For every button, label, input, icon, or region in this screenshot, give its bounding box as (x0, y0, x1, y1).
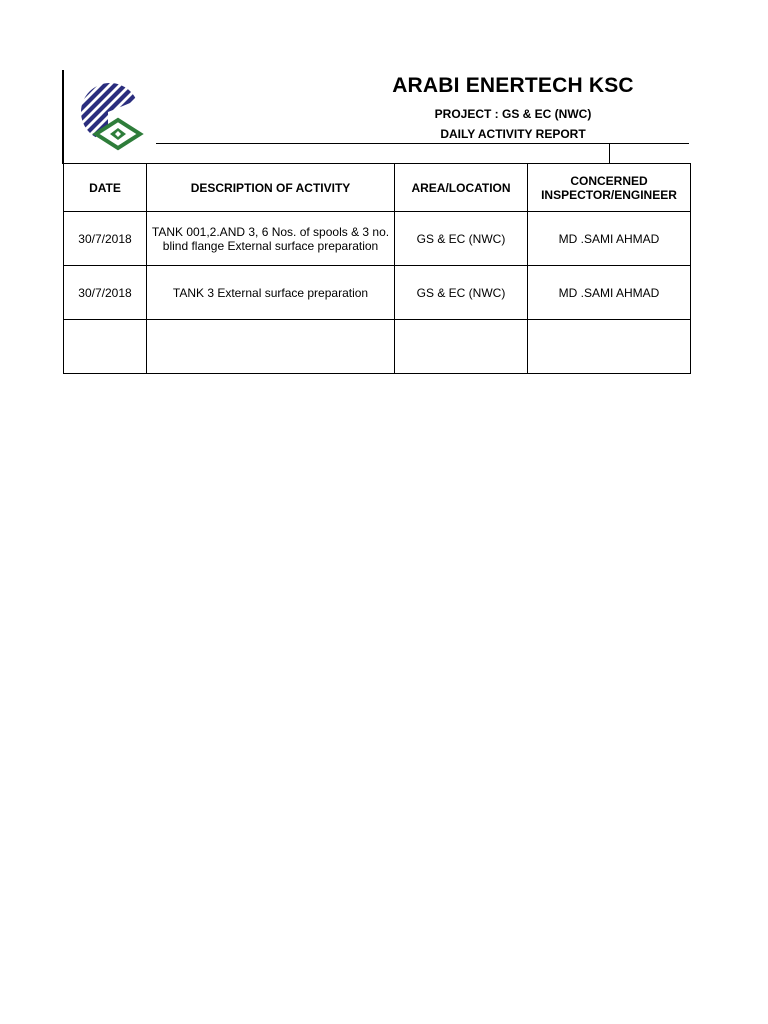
cell-description (147, 320, 395, 374)
cell-date (64, 320, 147, 374)
project-label: PROJECT : GS & EC (NWC) (434, 107, 592, 121)
cell-date: 30/7/2018 (64, 212, 147, 266)
column-header-description: DESCRIPTION OF ACTIVITY (147, 164, 395, 212)
cell-area (395, 320, 528, 374)
cell-inspector (528, 320, 691, 374)
column-header-date: DATE (64, 164, 147, 212)
table-row (64, 320, 691, 374)
header-divider-tick (609, 144, 610, 163)
cell-inspector: MD .SAMI AHMAD (528, 212, 691, 266)
cell-description: TANK 001,2.AND 3, 6 Nos. of spools & 3 no. blind flange External surface preparation (147, 212, 395, 266)
header-left-rule (62, 70, 64, 164)
table-row (64, 212, 691, 266)
company-name: ARABI ENERTECH KSC (392, 74, 634, 97)
cell-date: 30/7/2018 (64, 266, 147, 320)
cell-area: GS & EC (NWC) (395, 212, 528, 266)
table-header-row (64, 164, 691, 212)
cell-description: TANK 3 External surface preparation (147, 266, 395, 320)
cell-area: GS & EC (NWC) (395, 266, 528, 320)
table-row (64, 266, 691, 320)
cell-inspector: MD .SAMI AHMAD (528, 266, 691, 320)
column-header-area: AREA/LOCATION (395, 164, 528, 212)
column-header-inspector: CONCERNED INSPECTOR/ENGINEER (528, 164, 691, 212)
company-logo (78, 82, 152, 152)
activity-table (63, 163, 691, 374)
report-title: DAILY ACTIVITY REPORT (440, 127, 586, 141)
